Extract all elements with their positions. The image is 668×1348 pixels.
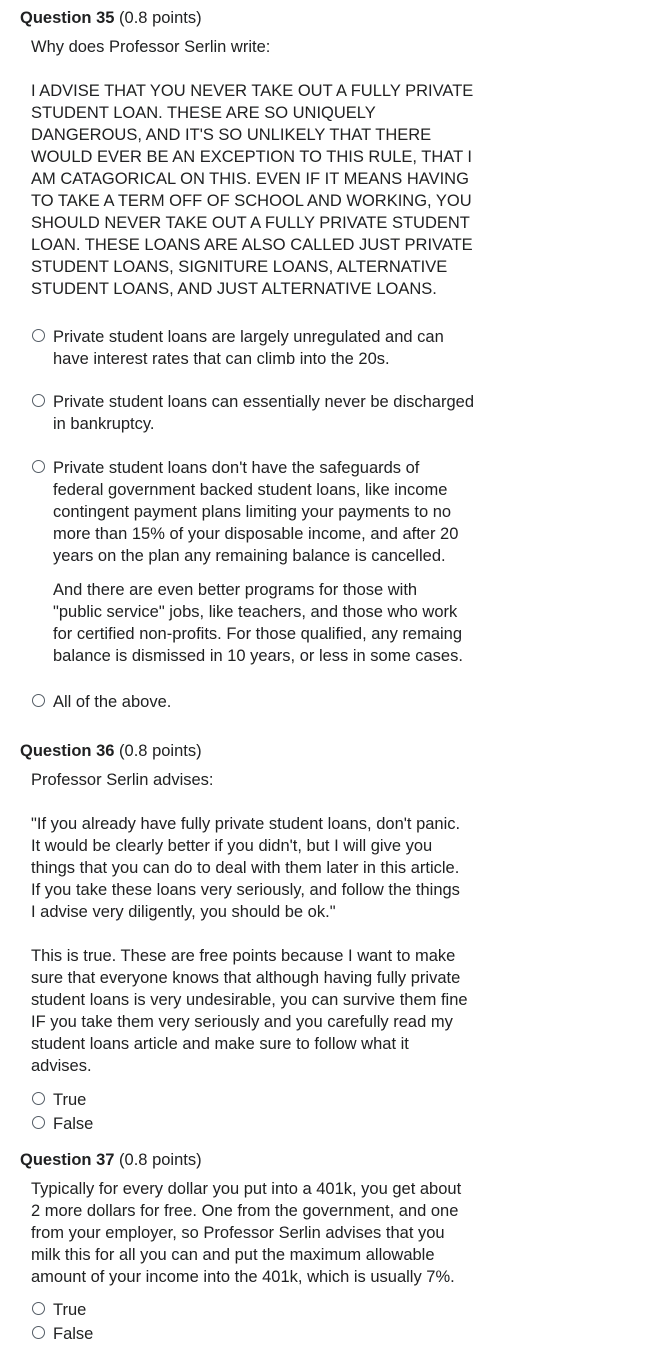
quote-line: I ADVISE THAT YOU NEVER TAKE OUT A FULLY PRIVATE: [31, 82, 474, 100]
quote-line: STUDENT LOAN. THESE ARE SO UNIQUELY: [31, 104, 376, 122]
option-line: Private student loans are largely unregulated and can: [53, 328, 444, 346]
quote-line: "If you already have fully private student loans, don't panic.: [31, 815, 461, 833]
question-36-quote: [31, 813, 551, 923]
option-line: in bankruptcy.: [53, 415, 155, 433]
option-line: Private student loans don't have the safeguards of: [53, 459, 420, 477]
quote-line: I advise very diligently, you should be ok.": [31, 903, 336, 921]
prompt-line: Typically for every dollar you put into a 401k, you get about: [31, 1180, 462, 1198]
option-line: federal government backed student loans, like income: [53, 481, 448, 499]
option-line: contingent payment plans limiting your payments to no: [53, 503, 452, 521]
body-line: advises.: [31, 1057, 92, 1075]
option-line: have interest rates that can climb into the 20s.: [53, 350, 390, 368]
radio-button[interactable]: [32, 1302, 45, 1315]
radio-button[interactable]: [32, 394, 45, 407]
quote-line: AM CATAGORICAL ON THIS. EVEN IF IT MEANS HAVING: [31, 170, 469, 188]
radio-button[interactable]: [32, 460, 45, 473]
prompt-line: from your employer, so Professor Serlin advises that you: [31, 1224, 445, 1242]
question-35-prompt: Why does Professor Serlin write:: [31, 38, 271, 56]
radio-button[interactable]: [32, 1326, 45, 1339]
quote-line: things that you can do to deal with them later in this article.: [31, 859, 460, 877]
question-number: Question 35: [20, 9, 115, 27]
quote-line: It would be clearly better if you didn't, but I will give you: [31, 837, 433, 855]
question-points: (0.8 points): [119, 9, 202, 27]
quote-line: DANGEROUS, AND IT'S SO UNLIKELY THAT THERE: [31, 126, 432, 144]
option-line: All of the above.: [53, 693, 172, 711]
quote-line: If you take these loans very seriously, and follow the things: [31, 881, 460, 899]
option-line: years on the plan any remaining balance is cancelled.: [53, 547, 446, 565]
body-line: student loans is very undesirable, you can survive them fine: [31, 991, 468, 1009]
quote-line: WOULD EVER BE AN EXCEPTION TO THIS RULE, THAT I: [31, 148, 473, 166]
quote-line: LOAN. THESE LOANS ARE ALSO CALLED JUST PRIVATE: [31, 236, 473, 254]
option-line: True: [53, 1301, 87, 1319]
question-number: Question 37: [20, 1151, 115, 1169]
option-line: False: [53, 1115, 94, 1133]
question-37-header: [20, 1149, 202, 1171]
body-line: This is true. These are free points because I want to make: [31, 947, 456, 965]
option-line: Private student loans can essentially never be discharged: [53, 393, 474, 411]
radio-button[interactable]: [32, 694, 45, 707]
quote-line: TO TAKE A TERM OFF OF SCHOOL AND WORKING, YOU: [31, 192, 472, 210]
question-35-quote: [31, 80, 531, 300]
question-number: Question 36: [20, 742, 115, 760]
quote-line: STUDENT LOANS, SIGNITURE LOANS, ALTERNATIVE: [31, 258, 448, 276]
option-extra-line: balance is dismissed in 10 years, or less in some cases.: [53, 647, 463, 665]
question-36-body: [31, 945, 551, 1077]
body-line: student loans article and make sure to follow what it: [31, 1035, 409, 1053]
radio-button[interactable]: [32, 1092, 45, 1105]
option-extra-line: And there are even better programs for those with: [53, 581, 418, 599]
option-extra-line: for certified non-profits. For those qualified, any remaing: [53, 625, 463, 643]
question-37-prompt: [31, 1178, 551, 1288]
body-line: IF you take them very seriously and you carefully read my: [31, 1013, 453, 1031]
prompt-line: milk this for all you can and put the maximum allowable: [31, 1246, 435, 1264]
option-line: more than 15% of your disposable income, and after 20: [53, 525, 459, 543]
question-36-prompt: Professor Serlin advises:: [31, 771, 214, 789]
quote-line: SHOULD NEVER TAKE OUT A FULLY PRIVATE STUDENT: [31, 214, 470, 232]
question-points: (0.8 points): [119, 742, 202, 760]
body-line: sure that everyone knows that although having fully private: [31, 969, 461, 987]
option-extra-line: "public service" jobs, like teachers, and those who work: [53, 603, 458, 621]
option-line: True: [53, 1091, 87, 1109]
option-line: False: [53, 1325, 94, 1343]
prompt-line: 2 more dollars for free. One from the government, and one: [31, 1202, 459, 1220]
radio-button[interactable]: [32, 1116, 45, 1129]
quote-line: STUDENT LOANS, AND JUST ALTERNATIVE LOANS.: [31, 280, 437, 298]
question-36-header: [20, 740, 202, 762]
prompt-line: amount of your income into the 401k, which is usually 7%.: [31, 1268, 455, 1286]
radio-button[interactable]: [32, 329, 45, 342]
question-points: (0.8 points): [119, 1151, 202, 1169]
question-35-header: [20, 7, 202, 29]
